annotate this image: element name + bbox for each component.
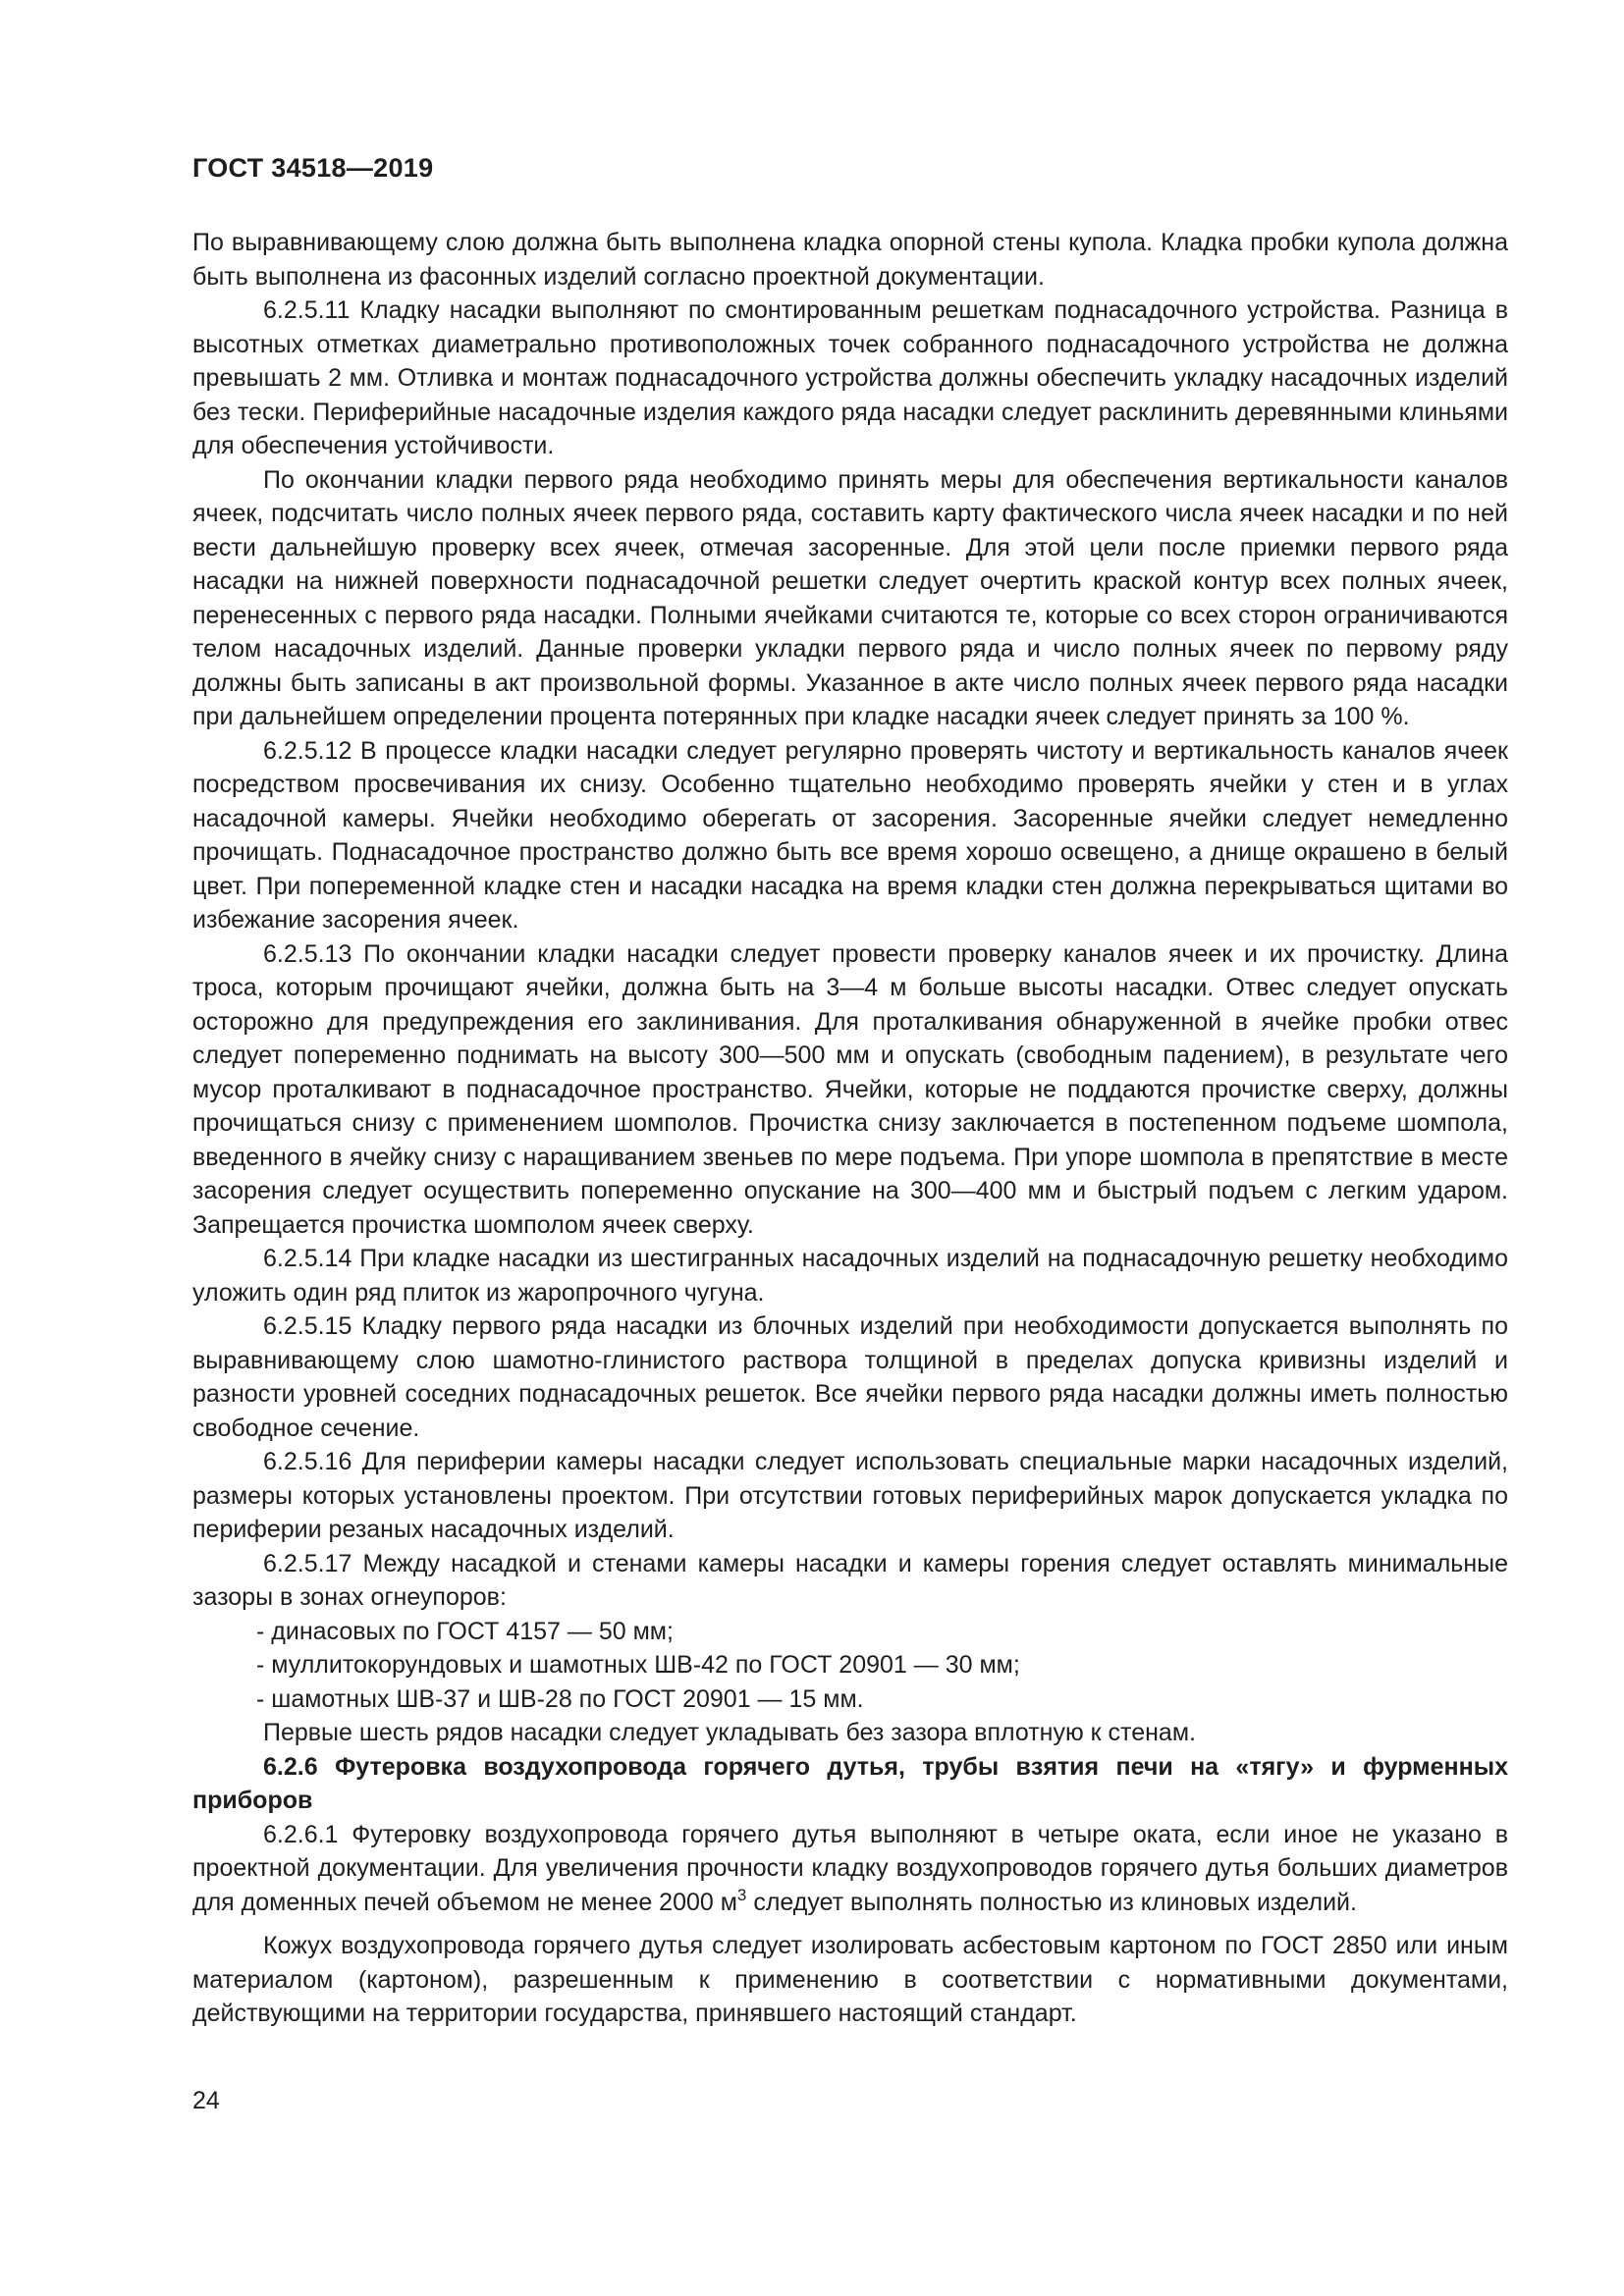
superscript: 3 bbox=[736, 1885, 747, 1904]
document-header: ГОСТ 34518—2019 bbox=[192, 153, 434, 183]
paragraph-6-2-5-11: 6.2.5.11 Кладку насадки выполняют по смонтированным решеткам поднасадочного устройства. Разница в высотных отметках диаметрально противоположных точек собранного поднасадочного устройства не должна превышать 2 мм. Отливка и монтаж поднасадочного устройства должны обеспечить укладку насадочных изделий без тески. Периферийные насадочные изделия каждого ряда насадки следует расклинить деревянными клиньями для обеспечения устойчивости. bbox=[192, 296, 1508, 459]
paragraph-first-six-rows: Первые шесть рядов насадки следует укладывать без зазора вплотную к стенам. bbox=[263, 1719, 1196, 1746]
paragraph-text-tail: следует выполнять полностью из клиновых изделий. bbox=[746, 1888, 1357, 1916]
paragraph-6-2-5-15: 6.2.5.15 Кладку первого ряда насадки из блочных изделий при необходимости допускается выполнять по выравнивающему слою шамотно-глинистого раствора толщиной в пределах допуска кривизны изделий и разности уровней соседних поднасадочных решеток. Все ячейки первого ряда насадки должны иметь полностью свободное сечение. bbox=[192, 1312, 1508, 1442]
paragraph-6-2-6-1 bbox=[192, 1818, 1508, 1920]
section-heading-6-2-6: 6.2.6 Футеровка воздухопровода горячего дутья, трубы взятия печи на «тягу» и фурменных приборов bbox=[192, 1752, 1508, 1814]
paragraph-continuation: По выравнивающему слою должна быть выполнена кладка опорной стены купола. Кладка пробки купола должна быть выполнена из фасонных изделий согласно проектной документации. bbox=[192, 229, 1508, 291]
paragraph-casing-insulation: Кожух воздухопровода горячего дутья следует изолировать асбестовым картоном по ГОСТ 2850 или иным материалом (картоном), разрешенным к применению в соответствии с нормативными документами, действующими на территории государства, принявшего настоящий стандарт. bbox=[192, 1932, 1508, 2027]
list-item: - шамотных ШВ-37 и ШВ-28 по ГОСТ 20901 — 15 мм. bbox=[256, 1684, 864, 1713]
page-number: 24 bbox=[192, 2087, 220, 2114]
paragraph-6-2-5-16: 6.2.5.16 Для периферии камеры насадки следует использовать специальные марки насадочных изделий, размеры которых установлены проектом. При отсутствии готовых периферийных марок допускается укладка по периферии резаных насадочных изделий. bbox=[192, 1448, 1508, 1543]
list-item: - муллитокорундовых и шамотных ШВ-42 по ГОСТ 20901 — 30 мм; bbox=[256, 1651, 1020, 1679]
paragraph-6-2-5-13: 6.2.5.13 По окончании кладки насадки следует провести проверку каналов ячеек и их прочистку. Длина троса, которым прочищают ячейки, должна быть на 3—4 м больше высоты насадки. Отвес следует опускать осторожно для предупреждения его заклинивания. Для проталкивания обнаруженной в ячейке пробки отвес следует попеременно поднимать на высоту 300—500 мм и опускать (свободным падением), в результате чего мусор проталкивают в поднасадочное пространство. Ячейки, которые не поддаются прочистке сверху, должны прочищаться снизу с применением шомполов. Прочистка снизу заключается в постепенном подъеме шомпола, введенного в ячейку снизу с наращиванием звеньев по мере подъема. При упоре шомпола в препятствие в месте засорения следует осуществить попеременно опускание на 300—400 мм и быстрый подъем с легким ударом. Запрещается прочистка шомполом ячеек сверху. bbox=[192, 939, 1508, 1239]
paragraph-text: 6.2.6.1 Футеровку воздухопровода горячего дутья выполняют в четыре оката, если иное не указано в проектной документации. Для увеличения прочности кладку воздухопроводов горячего дутья больших диаметров для доменных печей объемом не менее 2000 м bbox=[192, 1820, 1508, 1916]
paragraph-6-2-5-12: 6.2.5.12 В процессе кладки насадки следует регулярно проверять чистоту и вертикальность каналов ячеек посредством просвечивания их снизу. Особенно тщательно необходимо проверять ячейки у стен и в углах насадочной камеры. Ячейки необходимо оберегать от засорения. Засоренные ячейки следует немедленно прочищать. Поднасадочное пространство должно быть все время хорошо освещено, а днище окрашено в белый цвет. При попеременной кладке стен и насадки насадка на время кладки стен должна перекрываться щитами во избежание засорения ячеек. bbox=[192, 736, 1508, 934]
paragraph-6-2-5-14: 6.2.5.14 При кладке насадки из шестигранных насадочных изделий на поднасадочную решетку необходимо уложить один ряд плиток из жаропрочного чугуна. bbox=[192, 1245, 1508, 1307]
list-item: - динасовых по ГОСТ 4157 — 50 мм; bbox=[256, 1617, 674, 1645]
paragraph-6-2-5-17: 6.2.5.17 Между насадкой и стенами камеры насадки и камеры горения следует оставлять минимальные зазоры в зонах огнеупоров: bbox=[192, 1549, 1508, 1611]
paragraph-first-row-check: По окончании кладки первого ряда необходимо принять меры для обеспечения вертикальности каналов ячеек, подсчитать число полных ячеек первого ряда, составить карту фактического числа ячеек насадки и по ней вести дальнейшую проверку всех ячеек, отмечая засоренные. Для этой цели после приемки первого ряда насадки на нижней поверхности поднасадочной решетки следует очертить краской контур всех полных ячеек, перенесенных с первого ряда насадки. Полными ячейками считаются те, которые со всех сторон ограничиваются телом насадочных изделий. Данные проверки укладки первого ряда и число полных ячеек по первому ряду должны быть записаны в акт произвольной формы. Указанное в акте число полных ячеек первого ряда насадки при дальнейшем определении процента потерянных при кладке насадки ячеек следует принять за 100 %. bbox=[192, 465, 1508, 730]
document-body bbox=[192, 226, 1508, 2031]
